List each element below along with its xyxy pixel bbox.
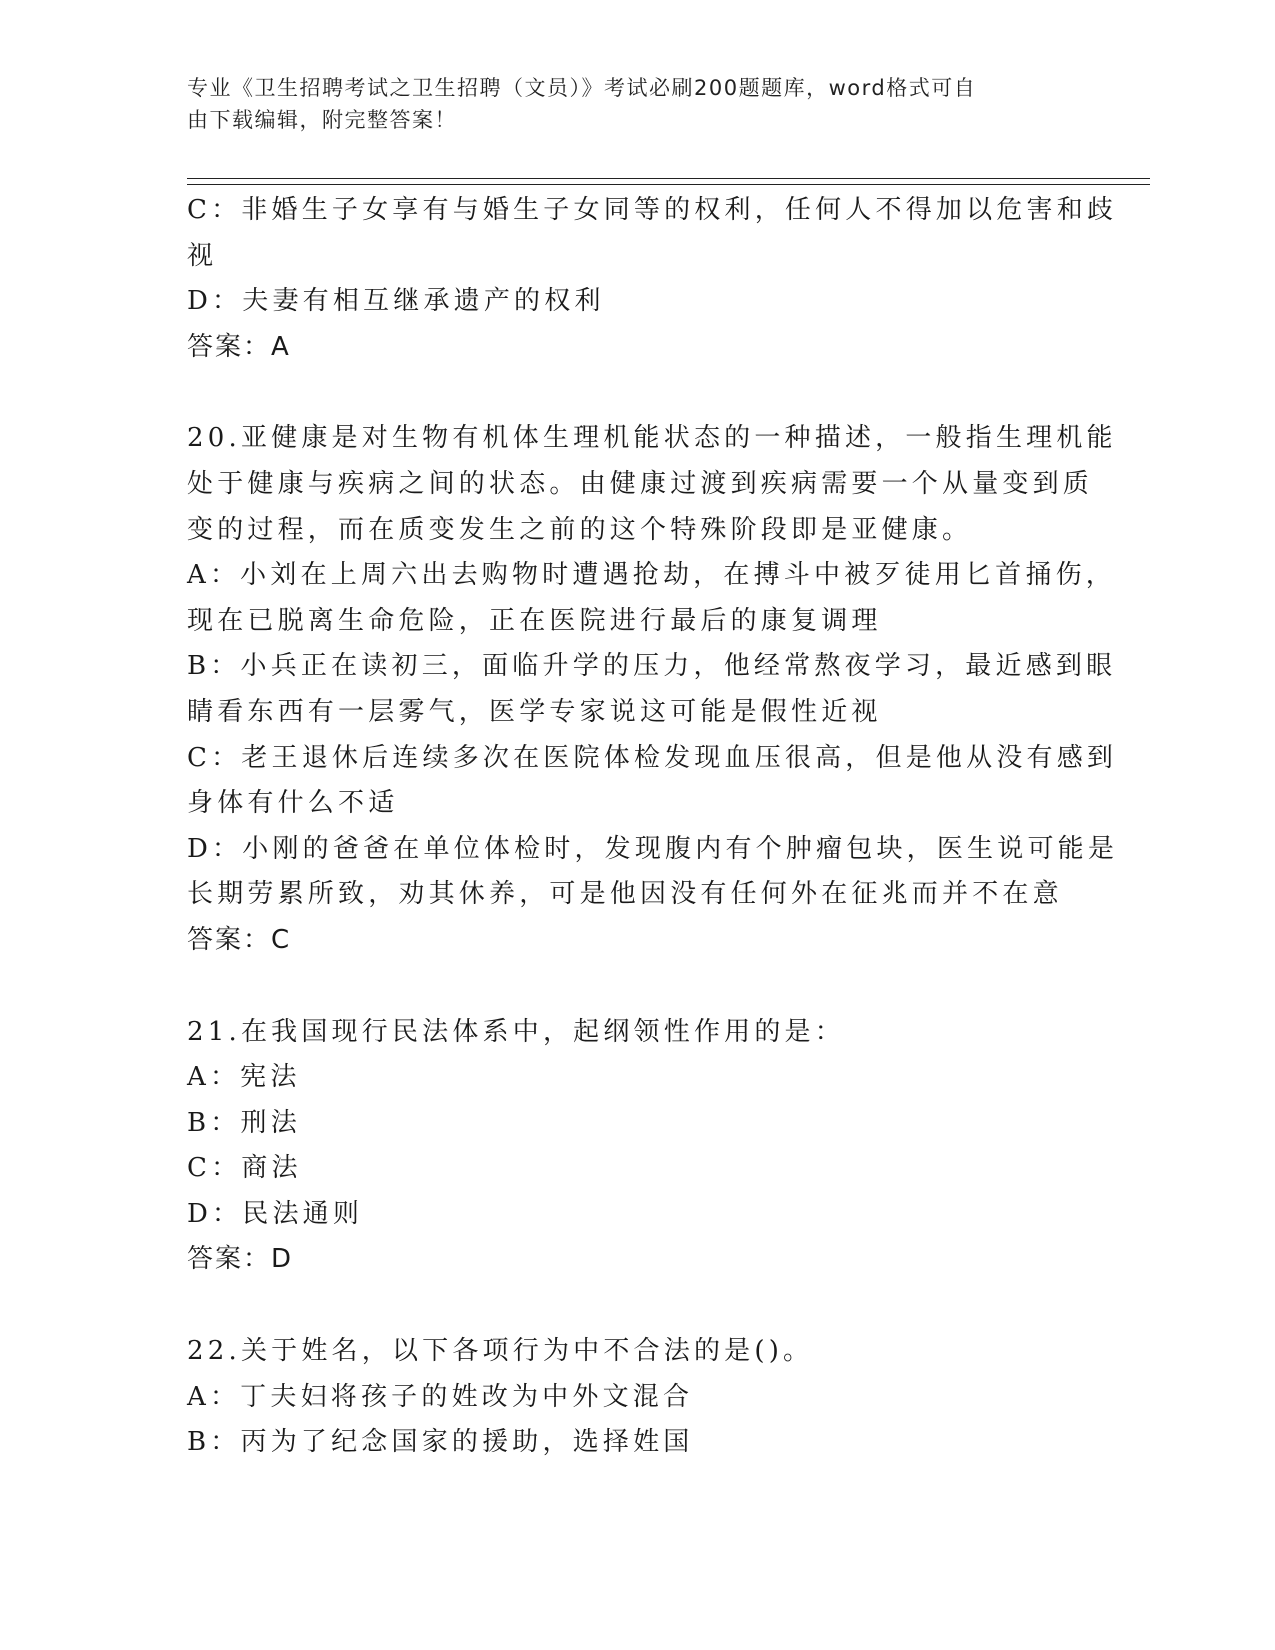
header-divider-top <box>187 178 1150 179</box>
option-c: C：商法 <box>187 1153 302 1184</box>
question-20 <box>187 416 1119 963</box>
option-d: D：夫妻有相互继承遗产的权利 <box>187 286 605 317</box>
option-c-line-2: 视 <box>187 240 218 271</box>
option-a: A：宪法 <box>187 1062 301 1093</box>
option-b: B：丙为了纪念国家的援助，选择姓国 <box>187 1427 694 1458</box>
question-22 <box>187 1329 1087 1466</box>
question-21 <box>187 1010 1087 1284</box>
header-divider-bottom <box>187 184 1150 185</box>
option-d-line-1: D：小刚的爸爸在单位体检时，发现腹内有个肿瘤包块，医生说可能是 <box>187 833 1119 864</box>
question-stem: 22.关于姓名，以下各项行为中不合法的是()。 <box>187 1336 814 1367</box>
question-stem: 21.在我国现行民法体系中，起纲领性作用的是： <box>187 1016 845 1047</box>
option-d: D：民法通则 <box>187 1198 364 1229</box>
option-b-line-2: 睛看东西有一层雾气，医学专家说这可能是假性近视 <box>187 696 882 727</box>
option-b: B：刑法 <box>187 1107 301 1138</box>
header-line-1: 专业《卫生招聘考试之卫生招聘（文员）》考试必刷200题题库，word格式可自 <box>187 76 977 100</box>
spacer <box>187 370 1087 416</box>
spacer <box>187 964 1087 1010</box>
question-stem-line-1: 20.亚健康是对生物有机体生理机能状态的一种描述，一般指生理机能 <box>187 423 1117 454</box>
option-a: A：丁夫妇将孩子的姓改为中外文混合 <box>187 1381 694 1412</box>
option-a-line-1: A：小刘在上周六出去购物时遭遇抢劫，在搏斗中被歹徒用匕首捅伤， <box>187 560 1116 591</box>
option-c-line-1: C：老王退休后连续多次在医院体检发现血压很高，但是他从没有感到 <box>187 742 1118 773</box>
header-line-2: 由下载编辑，附完整答案！ <box>187 108 457 132</box>
answer: 答案：D <box>187 1244 294 1275</box>
option-c-line-1: C：非婚生子女享有与婚生子女同等的权利，任何人不得加以危害和歧 <box>187 195 1118 225</box>
question-stem-line-2: 处于健康与疾病之间的状态。由健康过渡到疾病需要一个从量变到质 <box>187 468 1094 499</box>
spacer <box>187 1283 1087 1329</box>
answer: 答案：A <box>187 331 291 362</box>
option-d-line-2: 长期劳累所致，劝其休养，可是他因没有任何外在征兆而并不在意 <box>187 879 1063 910</box>
document-header <box>187 72 1067 136</box>
option-b-line-1: B：小兵正在读初三，面临升学的压力，他经常熬夜学习，最近感到眼 <box>187 651 1117 682</box>
answer: 答案：C <box>187 924 292 955</box>
option-c-line-2: 身体有什么不适 <box>187 788 399 819</box>
option-a-line-2: 现在已脱离生命危险，正在医院进行最后的康复调理 <box>187 605 882 636</box>
question-content <box>187 188 1119 1466</box>
question-stem-line-3: 变的过程，而在质变发生之前的这个特殊阶段即是亚健康。 <box>187 514 973 545</box>
question-19-continued <box>187 188 1118 370</box>
